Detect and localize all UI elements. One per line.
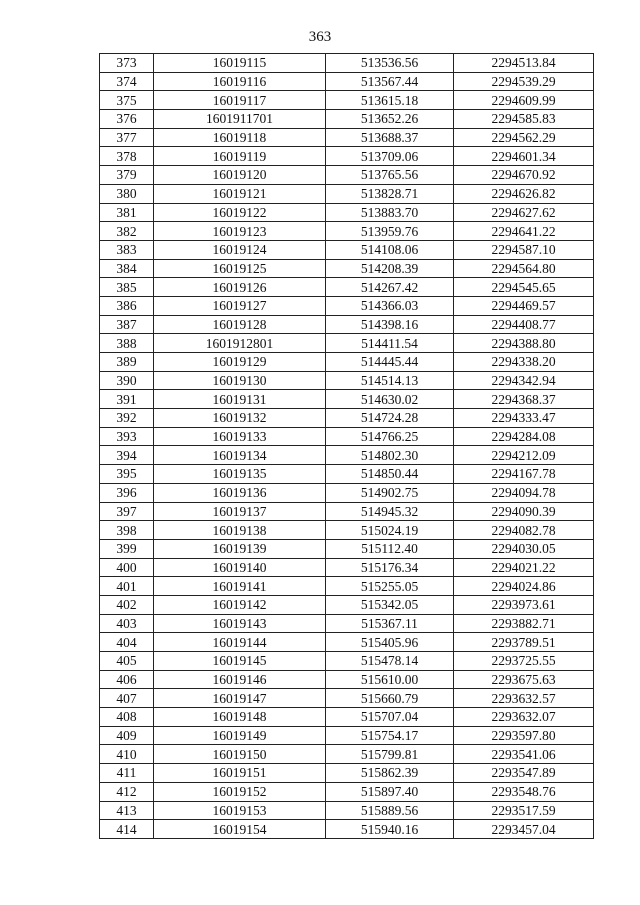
table-row xyxy=(100,577,594,596)
y-coordinate-cell: 2293541.06 xyxy=(454,745,594,764)
point-code-cell: 16019128 xyxy=(154,315,326,334)
y-coordinate-cell: 2294090.39 xyxy=(454,502,594,521)
coordinates-table xyxy=(99,53,594,839)
row-number-cell: 384 xyxy=(100,259,154,278)
x-coordinate-cell: 515897.40 xyxy=(326,782,454,801)
row-number-cell: 391 xyxy=(100,390,154,409)
x-coordinate-cell: 515862.39 xyxy=(326,764,454,783)
x-coordinate-cell: 515405.96 xyxy=(326,633,454,652)
y-coordinate-cell: 2294587.10 xyxy=(454,240,594,259)
row-number-cell: 385 xyxy=(100,278,154,297)
table-row xyxy=(100,652,594,671)
row-number-cell: 376 xyxy=(100,110,154,129)
point-code-cell: 16019148 xyxy=(154,708,326,727)
x-coordinate-cell: 514630.02 xyxy=(326,390,454,409)
table-row xyxy=(100,147,594,166)
row-number-cell: 399 xyxy=(100,539,154,558)
x-coordinate-cell: 514445.44 xyxy=(326,353,454,372)
point-code-cell: 16019133 xyxy=(154,427,326,446)
x-coordinate-cell: 515799.81 xyxy=(326,745,454,764)
point-code-cell: 1601911701 xyxy=(154,110,326,129)
row-number-cell: 389 xyxy=(100,353,154,372)
point-code-cell: 16019141 xyxy=(154,577,326,596)
row-number-cell: 379 xyxy=(100,166,154,185)
table-row xyxy=(100,334,594,353)
x-coordinate-cell: 514366.03 xyxy=(326,296,454,315)
row-number-cell: 410 xyxy=(100,745,154,764)
row-number-cell: 393 xyxy=(100,427,154,446)
point-code-cell: 16019150 xyxy=(154,745,326,764)
table-row xyxy=(100,820,594,839)
point-code-cell: 1601912801 xyxy=(154,334,326,353)
table-row xyxy=(100,483,594,502)
point-code-cell: 16019115 xyxy=(154,54,326,73)
row-number-cell: 414 xyxy=(100,820,154,839)
point-code-cell: 16019154 xyxy=(154,820,326,839)
point-code-cell: 16019127 xyxy=(154,296,326,315)
y-coordinate-cell: 2293597.80 xyxy=(454,726,594,745)
table-row xyxy=(100,371,594,390)
row-number-cell: 402 xyxy=(100,595,154,614)
table-row xyxy=(100,128,594,147)
x-coordinate-cell: 513652.26 xyxy=(326,110,454,129)
y-coordinate-cell: 2294167.78 xyxy=(454,465,594,484)
x-coordinate-cell: 514411.54 xyxy=(326,334,454,353)
row-number-cell: 397 xyxy=(100,502,154,521)
x-coordinate-cell: 513883.70 xyxy=(326,203,454,222)
point-code-cell: 16019125 xyxy=(154,259,326,278)
row-number-cell: 412 xyxy=(100,782,154,801)
row-number-cell: 405 xyxy=(100,652,154,671)
y-coordinate-cell: 2293457.04 xyxy=(454,820,594,839)
point-code-cell: 16019119 xyxy=(154,147,326,166)
y-coordinate-cell: 2294333.47 xyxy=(454,409,594,428)
x-coordinate-cell: 515610.00 xyxy=(326,670,454,689)
y-coordinate-cell: 2294670.92 xyxy=(454,166,594,185)
y-coordinate-cell: 2294469.57 xyxy=(454,296,594,315)
point-code-cell: 16019117 xyxy=(154,91,326,110)
y-coordinate-cell: 2293882.71 xyxy=(454,614,594,633)
x-coordinate-cell: 515940.16 xyxy=(326,820,454,839)
table-row xyxy=(100,708,594,727)
x-coordinate-cell: 513765.56 xyxy=(326,166,454,185)
x-coordinate-cell: 515024.19 xyxy=(326,521,454,540)
table-row xyxy=(100,278,594,297)
table-row xyxy=(100,222,594,241)
point-code-cell: 16019124 xyxy=(154,240,326,259)
x-coordinate-cell: 515255.05 xyxy=(326,577,454,596)
x-coordinate-cell: 514267.42 xyxy=(326,278,454,297)
y-coordinate-cell: 2294082.78 xyxy=(454,521,594,540)
x-coordinate-cell: 515342.05 xyxy=(326,595,454,614)
x-coordinate-cell: 514902.75 xyxy=(326,483,454,502)
row-number-cell: 381 xyxy=(100,203,154,222)
x-coordinate-cell: 514945.32 xyxy=(326,502,454,521)
row-number-cell: 409 xyxy=(100,726,154,745)
table-row xyxy=(100,633,594,652)
row-number-cell: 404 xyxy=(100,633,154,652)
x-coordinate-cell: 513615.18 xyxy=(326,91,454,110)
table-row xyxy=(100,91,594,110)
x-coordinate-cell: 514398.16 xyxy=(326,315,454,334)
table-row xyxy=(100,259,594,278)
table-row xyxy=(100,184,594,203)
y-coordinate-cell: 2293548.76 xyxy=(454,782,594,801)
point-code-cell: 16019145 xyxy=(154,652,326,671)
point-code-cell: 16019143 xyxy=(154,614,326,633)
table-row xyxy=(100,539,594,558)
y-coordinate-cell: 2293973.61 xyxy=(454,595,594,614)
point-code-cell: 16019144 xyxy=(154,633,326,652)
table-row xyxy=(100,614,594,633)
point-code-cell: 16019116 xyxy=(154,72,326,91)
row-number-cell: 398 xyxy=(100,521,154,540)
point-code-cell: 16019132 xyxy=(154,409,326,428)
row-number-cell: 373 xyxy=(100,54,154,73)
y-coordinate-cell: 2294513.84 xyxy=(454,54,594,73)
y-coordinate-cell: 2294562.29 xyxy=(454,128,594,147)
row-number-cell: 407 xyxy=(100,689,154,708)
y-coordinate-cell: 2294641.22 xyxy=(454,222,594,241)
x-coordinate-cell: 514724.28 xyxy=(326,409,454,428)
page-number: 363 xyxy=(308,29,332,45)
table-row xyxy=(100,353,594,372)
row-number-cell: 380 xyxy=(100,184,154,203)
row-number-cell: 382 xyxy=(100,222,154,241)
y-coordinate-cell: 2293632.57 xyxy=(454,689,594,708)
table-row xyxy=(100,446,594,465)
table-row xyxy=(100,689,594,708)
table-row xyxy=(100,166,594,185)
x-coordinate-cell: 515707.04 xyxy=(326,708,454,727)
point-code-cell: 16019137 xyxy=(154,502,326,521)
row-number-cell: 406 xyxy=(100,670,154,689)
point-code-cell: 16019151 xyxy=(154,764,326,783)
table-row xyxy=(100,390,594,409)
row-number-cell: 403 xyxy=(100,614,154,633)
table-row xyxy=(100,595,594,614)
y-coordinate-cell: 2294564.80 xyxy=(454,259,594,278)
row-number-cell: 413 xyxy=(100,801,154,820)
point-code-cell: 16019134 xyxy=(154,446,326,465)
y-coordinate-cell: 2294284.08 xyxy=(454,427,594,446)
table-row xyxy=(100,465,594,484)
y-coordinate-cell: 2294388.80 xyxy=(454,334,594,353)
row-number-cell: 408 xyxy=(100,708,154,727)
x-coordinate-cell: 514108.06 xyxy=(326,240,454,259)
y-coordinate-cell: 2293632.07 xyxy=(454,708,594,727)
y-coordinate-cell: 2294545.65 xyxy=(454,278,594,297)
x-coordinate-cell: 513567.44 xyxy=(326,72,454,91)
point-code-cell: 16019118 xyxy=(154,128,326,147)
point-code-cell: 16019140 xyxy=(154,558,326,577)
point-code-cell: 16019131 xyxy=(154,390,326,409)
row-number-cell: 411 xyxy=(100,764,154,783)
point-code-cell: 16019147 xyxy=(154,689,326,708)
point-code-cell: 16019126 xyxy=(154,278,326,297)
row-number-cell: 390 xyxy=(100,371,154,390)
point-code-cell: 16019153 xyxy=(154,801,326,820)
row-number-cell: 375 xyxy=(100,91,154,110)
row-number-cell: 401 xyxy=(100,577,154,596)
y-coordinate-cell: 2293725.55 xyxy=(454,652,594,671)
y-coordinate-cell: 2294627.62 xyxy=(454,203,594,222)
row-number-cell: 396 xyxy=(100,483,154,502)
table-row xyxy=(100,764,594,783)
point-code-cell: 16019138 xyxy=(154,521,326,540)
y-coordinate-cell: 2294368.37 xyxy=(454,390,594,409)
row-number-cell: 377 xyxy=(100,128,154,147)
y-coordinate-cell: 2294539.29 xyxy=(454,72,594,91)
table-row xyxy=(100,315,594,334)
point-code-cell: 16019152 xyxy=(154,782,326,801)
x-coordinate-cell: 513536.56 xyxy=(326,54,454,73)
x-coordinate-cell: 514766.25 xyxy=(326,427,454,446)
x-coordinate-cell: 515660.79 xyxy=(326,689,454,708)
y-coordinate-cell: 2293789.51 xyxy=(454,633,594,652)
y-coordinate-cell: 2294601.34 xyxy=(454,147,594,166)
table-row xyxy=(100,54,594,73)
y-coordinate-cell: 2294408.77 xyxy=(454,315,594,334)
y-coordinate-cell: 2294342.94 xyxy=(454,371,594,390)
table-row xyxy=(100,240,594,259)
table-row xyxy=(100,110,594,129)
y-coordinate-cell: 2294094.78 xyxy=(454,483,594,502)
point-code-cell: 16019120 xyxy=(154,166,326,185)
row-number-cell: 388 xyxy=(100,334,154,353)
table-row xyxy=(100,782,594,801)
point-code-cell: 16019129 xyxy=(154,353,326,372)
y-coordinate-cell: 2293517.59 xyxy=(454,801,594,820)
table-row xyxy=(100,801,594,820)
x-coordinate-cell: 515889.56 xyxy=(326,801,454,820)
row-number-cell: 383 xyxy=(100,240,154,259)
table-row xyxy=(100,670,594,689)
y-coordinate-cell: 2294024.86 xyxy=(454,577,594,596)
x-coordinate-cell: 513688.37 xyxy=(326,128,454,147)
table-row xyxy=(100,409,594,428)
point-code-cell: 16019123 xyxy=(154,222,326,241)
x-coordinate-cell: 514850.44 xyxy=(326,465,454,484)
x-coordinate-cell: 515112.40 xyxy=(326,539,454,558)
row-number-cell: 387 xyxy=(100,315,154,334)
x-coordinate-cell: 513828.71 xyxy=(326,184,454,203)
point-code-cell: 16019136 xyxy=(154,483,326,502)
x-coordinate-cell: 514208.39 xyxy=(326,259,454,278)
point-code-cell: 16019139 xyxy=(154,539,326,558)
y-coordinate-cell: 2293547.89 xyxy=(454,764,594,783)
table-row xyxy=(100,203,594,222)
row-number-cell: 392 xyxy=(100,409,154,428)
x-coordinate-cell: 514802.30 xyxy=(326,446,454,465)
point-code-cell: 16019122 xyxy=(154,203,326,222)
y-coordinate-cell: 2293675.63 xyxy=(454,670,594,689)
x-coordinate-cell: 513709.06 xyxy=(326,147,454,166)
row-number-cell: 374 xyxy=(100,72,154,91)
table-row xyxy=(100,558,594,577)
table-row xyxy=(100,521,594,540)
table-row xyxy=(100,296,594,315)
point-code-cell: 16019142 xyxy=(154,595,326,614)
row-number-cell: 395 xyxy=(100,465,154,484)
y-coordinate-cell: 2294338.20 xyxy=(454,353,594,372)
table-row xyxy=(100,427,594,446)
point-code-cell: 16019149 xyxy=(154,726,326,745)
x-coordinate-cell: 515478.14 xyxy=(326,652,454,671)
y-coordinate-cell: 2294030.05 xyxy=(454,539,594,558)
row-number-cell: 386 xyxy=(100,296,154,315)
row-number-cell: 394 xyxy=(100,446,154,465)
x-coordinate-cell: 514514.13 xyxy=(326,371,454,390)
table-body xyxy=(100,54,594,839)
table-row xyxy=(100,502,594,521)
y-coordinate-cell: 2294212.09 xyxy=(454,446,594,465)
x-coordinate-cell: 515367.11 xyxy=(326,614,454,633)
y-coordinate-cell: 2294626.82 xyxy=(454,184,594,203)
point-code-cell: 16019135 xyxy=(154,465,326,484)
y-coordinate-cell: 2294585.83 xyxy=(454,110,594,129)
table-row xyxy=(100,72,594,91)
table-row xyxy=(100,745,594,764)
row-number-cell: 378 xyxy=(100,147,154,166)
x-coordinate-cell: 515754.17 xyxy=(326,726,454,745)
point-code-cell: 16019146 xyxy=(154,670,326,689)
x-coordinate-cell: 515176.34 xyxy=(326,558,454,577)
y-coordinate-cell: 2294609.99 xyxy=(454,91,594,110)
point-code-cell: 16019130 xyxy=(154,371,326,390)
row-number-cell: 400 xyxy=(100,558,154,577)
x-coordinate-cell: 513959.76 xyxy=(326,222,454,241)
table-row xyxy=(100,726,594,745)
point-code-cell: 16019121 xyxy=(154,184,326,203)
y-coordinate-cell: 2294021.22 xyxy=(454,558,594,577)
